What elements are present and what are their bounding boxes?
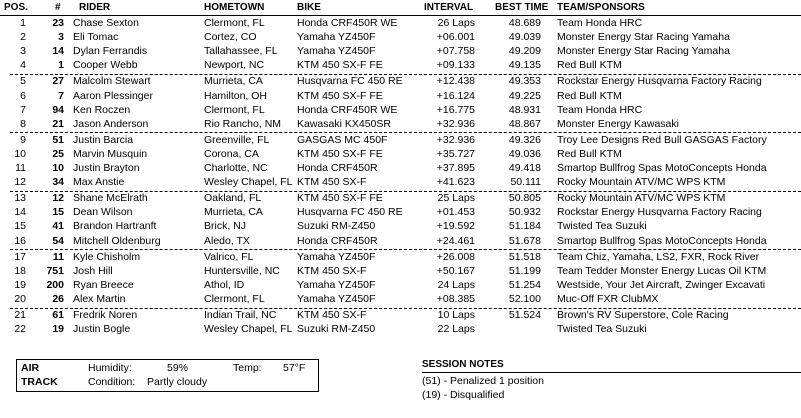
row-hometown: Rio Rancho, NM — [204, 117, 282, 130]
row-rider: Cooper Webb — [73, 59, 138, 72]
row-team: Rocky Mountain ATV/MC WPS KTM — [557, 192, 726, 205]
row-interval: +19.592 — [436, 220, 475, 233]
row-number: 51 — [52, 133, 64, 146]
row-bike: Kawasaki KX450SR — [297, 117, 391, 130]
condition-value: Partly cloudy — [147, 376, 208, 388]
session-notes-title: SESSION NOTES — [422, 359, 504, 370]
row-hometown: Murrieta, CA — [204, 75, 263, 88]
row-team: Monster Energy Star Racing Yamaha — [557, 45, 730, 58]
row-interval: +26.008 — [436, 250, 475, 263]
row-team: Red Bull KTM — [557, 59, 622, 72]
row-pos: 17 — [14, 250, 26, 263]
row-bike: KTM 450 SX-F — [297, 309, 367, 321]
row-best-time: 49.135 — [508, 59, 541, 72]
row-bike: Suzuki RM-Z450 — [297, 323, 376, 336]
row-interval: 26 Laps — [437, 17, 475, 29]
table-row — [0, 192, 801, 206]
row-team: Twisted Tea Suzuki — [557, 220, 647, 233]
row-rider: Ryan Breece — [73, 278, 134, 291]
row-bike: Yamaha YZ450F — [297, 292, 376, 305]
row-hometown: Brick, NJ — [204, 220, 246, 233]
row-interval: +16.775 — [436, 103, 475, 116]
row-rider: Malcolm Stewart — [73, 75, 151, 88]
row-pos: 3 — [20, 45, 26, 58]
row-best-time: 50.805 — [508, 192, 541, 205]
row-best-time: 48.931 — [508, 103, 541, 116]
row-number: 19 — [52, 323, 64, 336]
table-row — [0, 293, 801, 307]
row-pos: 5 — [20, 75, 26, 88]
row-rider: Justin Bogle — [73, 323, 131, 336]
row-hometown: Aledo, TX — [204, 234, 250, 247]
row-pos: 21 — [14, 309, 26, 321]
row-hometown: Cortez, CO — [204, 31, 257, 44]
row-pos: 1 — [20, 17, 26, 29]
row-rider: Justin Brayton — [73, 162, 140, 174]
row-interval: +09.133 — [436, 59, 475, 72]
row-rider: Jason Anderson — [73, 117, 149, 130]
row-team: Brown's RV Superstore, Cole Racing — [557, 309, 729, 321]
row-interval: +07.758 — [436, 45, 475, 58]
conditions-box — [16, 359, 319, 392]
table-row — [0, 90, 801, 104]
header-team: TEAM/SPONSORS — [557, 2, 645, 13]
table-row — [0, 206, 801, 220]
row-number: 54 — [52, 234, 64, 247]
row-number: 751 — [46, 264, 64, 277]
row-number: 25 — [52, 147, 64, 160]
row-hometown: Murrieta, CA — [204, 206, 263, 219]
header-bike: BIKE — [297, 2, 321, 13]
row-bike: Yamaha YZ450F — [297, 45, 376, 58]
row-best-time: 49.353 — [508, 75, 541, 88]
row-team: Rockstar Energy Husqvarna Factory Racing — [557, 206, 762, 219]
header-num: # — [55, 2, 61, 13]
row-best-time: 49.225 — [508, 89, 541, 102]
row-pos: 4 — [20, 59, 26, 72]
row-number: 34 — [52, 176, 64, 189]
row-bike: KTM 450 SX-F — [297, 176, 367, 189]
row-best-time: 49.326 — [508, 133, 541, 146]
row-team: Monster Energy Kawasaki — [557, 117, 679, 130]
row-interval: +16.124 — [436, 89, 475, 102]
table-row — [0, 162, 801, 176]
row-number: 3 — [58, 31, 64, 44]
row-hometown: Valrico, FL — [204, 250, 254, 263]
row-rider: Aaron Plessinger — [73, 89, 153, 102]
row-team: Rocky Mountain ATV/MC WPS KTM — [557, 176, 726, 189]
row-best-time: 48.689 — [508, 17, 541, 29]
row-team: Westside, Your Jet Aircraft, Zwinger Excavati — [557, 278, 766, 291]
row-best-time: 49.418 — [508, 162, 541, 174]
row-rider: Shane McElrath — [73, 192, 148, 205]
row-rider: Dylan Ferrandis — [73, 45, 148, 58]
session-notes-rule — [422, 372, 801, 373]
row-hometown: Clermont, FL — [204, 292, 265, 305]
row-pos: 9 — [20, 133, 26, 146]
row-bike: KTM 450 SX-F FE — [297, 192, 383, 205]
row-number: 41 — [52, 220, 64, 233]
table-row — [0, 251, 801, 265]
table-row — [0, 75, 801, 89]
row-hometown: Athol, ID — [204, 278, 245, 291]
row-hometown: Clermont, FL — [204, 17, 265, 29]
row-number: 61 — [52, 309, 64, 321]
row-rider: Mitchell Oldenburg — [73, 234, 161, 247]
row-pos: 8 — [20, 117, 26, 130]
row-number: 12 — [52, 192, 64, 205]
row-interval: +24.461 — [436, 234, 475, 247]
header-rule — [0, 15, 801, 16]
row-pos: 6 — [20, 89, 26, 102]
row-bike: Honda CRF450R WE — [297, 17, 398, 29]
row-best-time: 51.678 — [508, 234, 541, 247]
header-best-time: BEST TIME — [495, 2, 549, 13]
row-interval: +41.623 — [436, 176, 475, 189]
row-rider: Fredrik Noren — [73, 309, 138, 321]
row-hometown: Corona, CA — [204, 147, 259, 160]
row-interval: +12.438 — [436, 75, 475, 88]
table-row — [0, 17, 801, 31]
header-interval: INTERVAL — [424, 2, 474, 13]
row-bike: KTM 450 SX-F FE — [297, 147, 383, 160]
row-best-time: 51.184 — [508, 220, 541, 233]
row-team: Red Bull KTM — [557, 147, 622, 160]
row-pos: 12 — [14, 176, 26, 189]
temp-value: 57°F — [283, 362, 306, 374]
row-number: 7 — [58, 89, 64, 102]
row-rider: Ken Roczen — [73, 103, 131, 116]
row-interval: +32.936 — [436, 133, 475, 146]
table-row — [0, 31, 801, 45]
row-bike: Husqvarna FC 450 RE — [297, 75, 403, 88]
row-rider: Alex Martin — [73, 292, 126, 305]
row-rider: Eli Tomac — [73, 31, 119, 44]
row-number: 94 — [52, 103, 64, 116]
table-row — [0, 279, 801, 293]
row-rider: Kyle Chisholm — [73, 250, 141, 263]
row-hometown: Charlotte, NC — [204, 162, 268, 174]
row-hometown: Oakland, FL — [204, 192, 262, 205]
track-label: TRACK — [21, 376, 58, 388]
humidity-value: 59% — [167, 362, 189, 374]
row-best-time: 49.039 — [508, 31, 541, 44]
row-team: Team Honda HRC — [557, 103, 643, 116]
table-row — [0, 104, 801, 118]
row-number: 11 — [52, 250, 64, 263]
row-interval: 10 Laps — [437, 309, 475, 321]
table-row — [0, 45, 801, 59]
row-bike: Husqvarna FC 450 RE — [297, 206, 403, 219]
row-pos: 18 — [14, 264, 26, 277]
row-best-time: 51.199 — [508, 264, 541, 277]
row-pos: 11 — [15, 162, 26, 174]
row-rider: Dean Wilson — [73, 206, 133, 219]
row-team: Muc-Off FXR ClubMX — [557, 292, 659, 305]
row-interval: 25 Laps — [437, 192, 475, 205]
row-team: Smartop Bullfrog Spas MotoConcepts Honda — [557, 234, 767, 247]
header-rider: RIDER — [79, 2, 111, 13]
row-interval: +32.936 — [436, 117, 475, 130]
row-team: Monster Energy Star Racing Yamaha — [557, 31, 730, 44]
row-bike: Yamaha YZ450F — [297, 31, 376, 44]
row-team: Team Tedder Monster Energy Lucas Oil KTM — [557, 264, 767, 277]
temp-label: Temp: — [233, 362, 262, 374]
row-best-time: 51.524 — [508, 309, 541, 321]
row-pos: 16 — [14, 234, 26, 247]
row-best-time: 52.100 — [508, 292, 541, 305]
session-note: (19) - Disqualified — [422, 389, 505, 401]
row-number: 21 — [52, 117, 64, 130]
row-best-time: 51.254 — [508, 278, 541, 291]
row-team: Twisted Tea Suzuki — [557, 323, 647, 336]
row-team: Red Bull KTM — [557, 89, 622, 102]
row-hometown: Greenville, FL — [204, 133, 270, 146]
row-pos: 2 — [20, 31, 26, 44]
row-hometown: Tallahassee, FL — [204, 45, 278, 58]
row-pos: 14 — [14, 206, 26, 219]
row-interval: +06.001 — [436, 31, 475, 44]
air-label: AIR — [21, 362, 40, 374]
header-pos: POS. — [4, 2, 28, 13]
row-pos: 10 — [14, 147, 26, 160]
row-rider: Max Anstie — [73, 176, 125, 189]
row-best-time: 51.518 — [508, 250, 541, 263]
row-team: Rockstar Energy Husqvarna Factory Racing — [557, 75, 762, 88]
table-row — [0, 220, 801, 234]
row-interval: +01.453 — [436, 206, 475, 219]
row-bike: GASGAS MC 450F — [297, 133, 388, 146]
row-rider: Josh Hill — [73, 264, 113, 277]
table-row — [0, 118, 801, 132]
table-row — [0, 323, 801, 337]
row-hometown: Huntersville, NC — [204, 264, 280, 277]
table-row — [0, 176, 801, 190]
row-bike: Honda CRF450R — [297, 234, 378, 247]
row-bike: Yamaha YZ450F — [297, 278, 376, 291]
condition-label: Condition: — [88, 376, 136, 388]
row-number: 27 — [52, 75, 64, 88]
row-rider: Justin Barcia — [73, 133, 134, 146]
humidity-label: Humidity: — [88, 362, 132, 374]
row-pos: 22 — [14, 323, 26, 336]
table-row — [0, 148, 801, 162]
row-bike: KTM 450 SX-F — [297, 264, 367, 277]
row-hometown: Wesley Chapel, FL — [204, 323, 293, 336]
row-best-time: 49.036 — [508, 147, 541, 160]
session-note: (51) - Penalized 1 position — [422, 375, 544, 387]
table-row — [0, 309, 801, 323]
row-number: 23 — [52, 17, 64, 29]
row-interval: +35.727 — [436, 147, 475, 160]
row-interval: +08.385 — [436, 292, 475, 305]
row-pos: 20 — [14, 292, 26, 305]
header-hometown: HOMETOWN — [204, 2, 265, 13]
row-number: 10 — [52, 162, 64, 174]
table-row — [0, 59, 801, 73]
row-rider: Marvin Musquin — [73, 147, 148, 160]
row-pos: 15 — [14, 220, 26, 233]
row-pos: 13 — [14, 192, 26, 205]
row-hometown: Newport, NC — [204, 59, 265, 72]
row-number: 15 — [52, 206, 64, 219]
table-row — [0, 235, 801, 249]
row-hometown: Wesley Chapel, FL — [204, 176, 293, 189]
row-hometown: Clermont, FL — [204, 103, 265, 116]
row-number: 1 — [58, 59, 64, 72]
table-row — [0, 134, 801, 148]
row-pos: 19 — [14, 278, 26, 291]
row-best-time: 48.867 — [508, 117, 541, 130]
row-bike: Yamaha YZ450F — [297, 250, 376, 263]
row-bike: Honda CRF450R — [297, 162, 378, 174]
row-team: Smartop Bullfrog Spas MotoConcepts Honda — [557, 162, 767, 174]
row-bike: KTM 450 SX-F FE — [297, 59, 383, 72]
row-rider: Brandon Hartranft — [73, 220, 157, 233]
row-hometown: Hamilton, OH — [204, 89, 268, 102]
row-interval: 24 Laps — [437, 278, 475, 291]
row-interval: +37.895 — [436, 162, 475, 174]
row-best-time: 50.111 — [510, 176, 541, 189]
row-team: Team Chiz, Yamaha, LS2, FXR, Rock River — [557, 250, 760, 263]
row-interval: 22 Laps — [437, 323, 475, 336]
row-pos: 7 — [20, 103, 26, 116]
table-row — [0, 265, 801, 279]
row-number: 14 — [52, 45, 64, 58]
row-team: Troy Lee Designs Red Bull GASGAS Factory — [557, 133, 767, 146]
row-best-time: 50.932 — [508, 206, 541, 219]
row-rider: Chase Sexton — [73, 17, 139, 29]
row-number: 200 — [46, 278, 64, 291]
row-best-time: 49.209 — [508, 45, 541, 58]
row-interval: +50.167 — [436, 264, 475, 277]
row-bike: Suzuki RM-Z450 — [297, 220, 376, 233]
row-hometown: Indian Trail, NC — [204, 309, 277, 321]
row-team: Team Honda HRC — [557, 17, 643, 29]
row-number: 26 — [52, 292, 64, 305]
row-bike: KTM 450 SX-F FE — [297, 89, 383, 102]
row-bike: Honda CRF450R WE — [297, 103, 398, 116]
